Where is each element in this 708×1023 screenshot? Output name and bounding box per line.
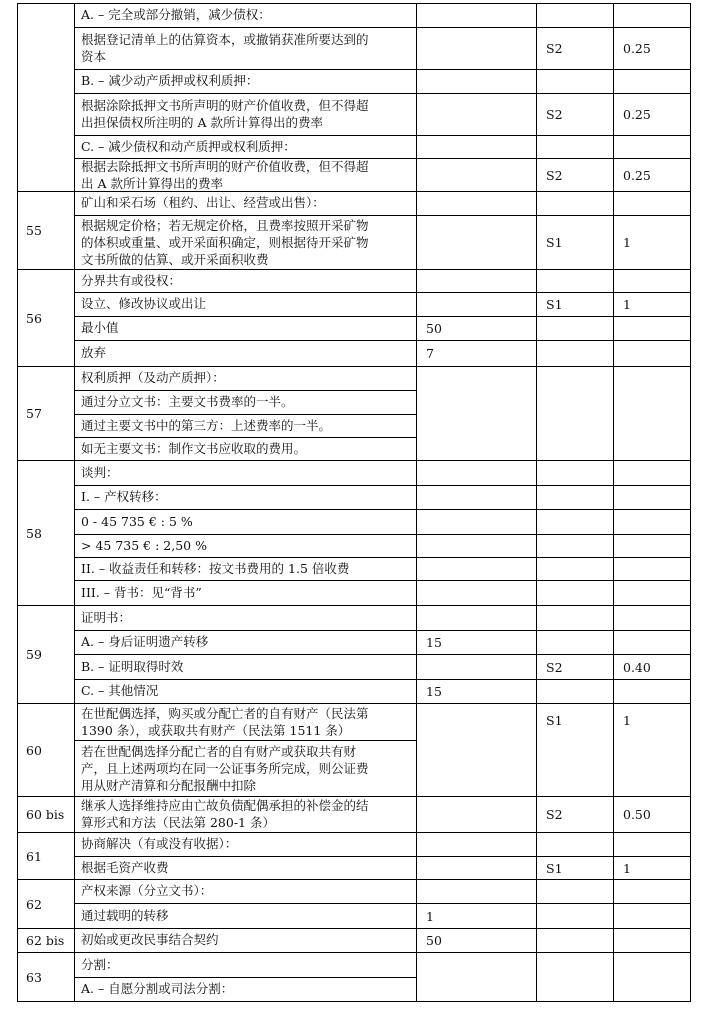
row-description-line: 1390 条），或获取共有财产（民法第 1511 条） (81, 722, 351, 738)
row-number: 62 (26, 896, 42, 912)
row-description: III. – 背书：见“背书” (81, 584, 202, 600)
row-number: 55 (26, 223, 42, 238)
tariff-scale: S2 (546, 807, 563, 822)
table-rule-horizontal (17, 460, 691, 461)
table-rule-horizontal (416, 630, 691, 631)
row-description-line: 的体积或重量、或开采面积确定，则根据待开采矿物 (81, 234, 369, 250)
row-description: 谈判： (81, 464, 119, 480)
row-description: A. – 身后证明遗产转移 (81, 634, 209, 649)
table-rule-horizontal (416, 856, 691, 857)
row-description-line: 在世配偶选择，购买或分配亡者的自有财产（民法第 (81, 705, 369, 721)
table-rule-vertical (74, 3, 75, 1002)
row-description: 通过分立文书：主要文书费率的一半。 (81, 394, 294, 409)
tariff-scale: S2 (546, 659, 563, 675)
row-description-line: 若在世配偶选择分配亡者的自有财产或获取共有财 (81, 743, 357, 759)
table-rule-horizontal (74, 630, 416, 631)
table-rule-horizontal (74, 977, 416, 978)
table-rule-horizontal (17, 605, 691, 606)
fixed-fee: 1 (426, 908, 434, 924)
table-rule-horizontal (74, 903, 416, 904)
row-number: 62 bis (26, 933, 65, 948)
table-rule-horizontal (74, 580, 416, 581)
row-description: C. – 减少债权和动产质押或权利质押： (81, 138, 296, 154)
fixed-fee: 7 (426, 346, 434, 361)
table-rule-horizontal (74, 135, 416, 136)
fixed-fee: 15 (426, 684, 442, 699)
row-description-line: 根据规定价格；若无规定价格，且费率按照开采矿物 (81, 217, 369, 233)
row-number: 56 (26, 310, 42, 326)
row-description: 通过载明的转移 (81, 907, 169, 923)
row-number: 59 (26, 647, 42, 662)
row-description: 放弃 (81, 345, 107, 360)
table-rule-horizontal (416, 158, 691, 159)
fee-rate: 0.25 (623, 167, 651, 183)
table-rule-horizontal (74, 509, 416, 510)
table-rule-horizontal (74, 316, 416, 317)
table-rule-horizontal (17, 832, 691, 833)
fee-rate: 1 (623, 713, 631, 728)
table-rule-horizontal (17, 1001, 691, 1002)
table-rule-horizontal (74, 485, 416, 486)
table-rule-horizontal (74, 856, 416, 857)
fee-schedule-table (17, 3, 690, 1001)
table-rule-horizontal (74, 679, 416, 680)
row-description: 协商解决（有或没有收据）： (81, 836, 238, 851)
table-rule-horizontal (416, 69, 691, 70)
row-description-line: 算形式和方法（民法第 280-1 条） (81, 815, 275, 830)
row-description: 产权来源（分立文书）： (81, 883, 213, 898)
fee-rate: 1 (623, 235, 631, 250)
row-number: 63 (26, 969, 42, 985)
table-rule-horizontal (74, 414, 416, 415)
table-rule-horizontal (74, 437, 416, 438)
row-description: 分割： (81, 956, 119, 972)
row-description: 初始或更改民事结合契约 (81, 932, 219, 947)
tariff-scale: S1 (546, 713, 563, 728)
fixed-fee: 50 (426, 933, 442, 948)
table-rule-horizontal (17, 879, 691, 880)
row-description-line: 文书所做的估算、或开采面积收费 (81, 251, 269, 267)
row-number: 58 (26, 525, 42, 541)
table-rule-horizontal (416, 27, 691, 28)
row-description: 设立、修改协议或出让 (81, 296, 207, 311)
table-rule-horizontal (74, 654, 416, 655)
row-description-line: 产，且上述两项均在同一公证事务所完成，则公证费 (81, 760, 369, 776)
table-rule-horizontal (416, 580, 691, 581)
fee-rate: 1 (623, 297, 631, 312)
row-description: A. – 自愿分割或司法分割： (81, 981, 234, 996)
tariff-scale: S2 (546, 41, 563, 56)
row-description: B. – 证明取得时效 (81, 658, 184, 674)
table-rule-horizontal (17, 952, 691, 953)
table-rule-horizontal (17, 269, 691, 270)
table-rule-horizontal (416, 509, 691, 510)
table-rule-horizontal (17, 3, 691, 4)
table-rule-horizontal (416, 557, 691, 558)
row-description: 通过主要文书中的第三方：上述费率的一半。 (81, 417, 332, 433)
fixed-fee: 15 (426, 635, 442, 650)
table-rule-horizontal (416, 903, 691, 904)
row-description-line: 继承人选择维持应由亡故负债配偶承担的补偿金的结 (81, 798, 369, 813)
row-description-line: 用从财产清算和分配报酬中扣除 (81, 777, 257, 793)
fee-rate: 0.25 (623, 107, 651, 122)
table-rule-horizontal (74, 390, 416, 391)
table-rule-horizontal (74, 557, 416, 558)
table-rule-vertical (613, 3, 614, 1002)
table-rule-horizontal (416, 340, 691, 341)
fee-rate: 0.40 (623, 659, 651, 675)
tariff-scale: S2 (546, 107, 563, 122)
table-rule-horizontal (416, 93, 691, 94)
row-description-line: 出担保债权所注明的 A 款所计算得出的费率 (81, 115, 323, 130)
table-rule-horizontal (74, 534, 416, 535)
row-description: 0 - 45 735 € : 5 % (81, 513, 193, 529)
table-rule-horizontal (17, 366, 691, 367)
table-rule-horizontal (74, 93, 416, 94)
table-rule-vertical (416, 3, 417, 1002)
fixed-fee: 50 (426, 321, 442, 336)
row-number: 61 (26, 848, 42, 864)
row-description-line: 出 A 款所计算得出的费率 (81, 175, 223, 191)
table-rule-horizontal (416, 679, 691, 680)
table-rule-horizontal (74, 292, 416, 293)
row-description: 证明书： (81, 609, 132, 625)
row-number: 60 (26, 742, 42, 758)
table-rule-horizontal (74, 27, 416, 28)
table-rule-horizontal (416, 485, 691, 486)
fee-rate: 1 (623, 860, 631, 876)
table-rule-horizontal (416, 534, 691, 535)
row-description-line: 根据去除抵押文书所声明的财产价值收费，但不得超 (81, 158, 369, 174)
tariff-scale: S1 (546, 297, 563, 312)
table-rule-vertical (690, 3, 691, 1002)
table-rule-horizontal (74, 69, 416, 70)
row-description: > 45 735 € : 2,50 % (81, 537, 207, 553)
row-description-line: 根据涂除抵押文书所声明的财产价值收费，但不得超 (81, 98, 369, 113)
row-description: 权利质押（及动产质押）： (81, 370, 225, 385)
table-rule-horizontal (416, 135, 691, 136)
row-description: B. – 减少动产质押或权利质押： (81, 73, 259, 88)
row-description: 最小值 (81, 320, 119, 335)
fee-rate: 0.25 (623, 41, 651, 56)
row-description: 如无主要文书：制作文书应收取的费用。 (81, 440, 307, 456)
row-description: C. – 其他情况 (81, 683, 159, 698)
fee-rate: 0.50 (623, 807, 651, 822)
row-description: I. – 产权转移： (81, 489, 167, 504)
table-rule-vertical (17, 3, 18, 1002)
tariff-scale: S1 (546, 235, 563, 250)
row-description: II. – 收益责任和转移：按文书费用的 1.5 倍收费 (81, 560, 350, 576)
table-rule-horizontal (416, 215, 691, 216)
table-rule-horizontal (74, 740, 416, 741)
row-number: 57 (26, 406, 42, 421)
row-description-line: 资本 (81, 49, 107, 64)
table-rule-vertical (536, 3, 537, 1002)
table-rule-horizontal (416, 654, 691, 655)
row-description: A. – 完全或部分撤销，减少债权： (81, 7, 271, 22)
row-description: 矿山和采石场（租约、出让、经营或出售）： (81, 195, 325, 210)
table-rule-horizontal (17, 928, 691, 929)
tariff-scale: S1 (546, 860, 563, 876)
table-rule-horizontal (416, 292, 691, 293)
row-description: 根据毛资产收费 (81, 859, 169, 875)
table-rule-horizontal (74, 340, 416, 341)
tariff-scale: S2 (546, 167, 563, 183)
row-description-line: 根据登记清单上的估算资本，或撤销获准所要达到的 (81, 32, 369, 47)
row-number: 60 bis (26, 807, 65, 822)
table-rule-horizontal (416, 316, 691, 317)
row-description: 分界共有或役权： (81, 272, 182, 288)
